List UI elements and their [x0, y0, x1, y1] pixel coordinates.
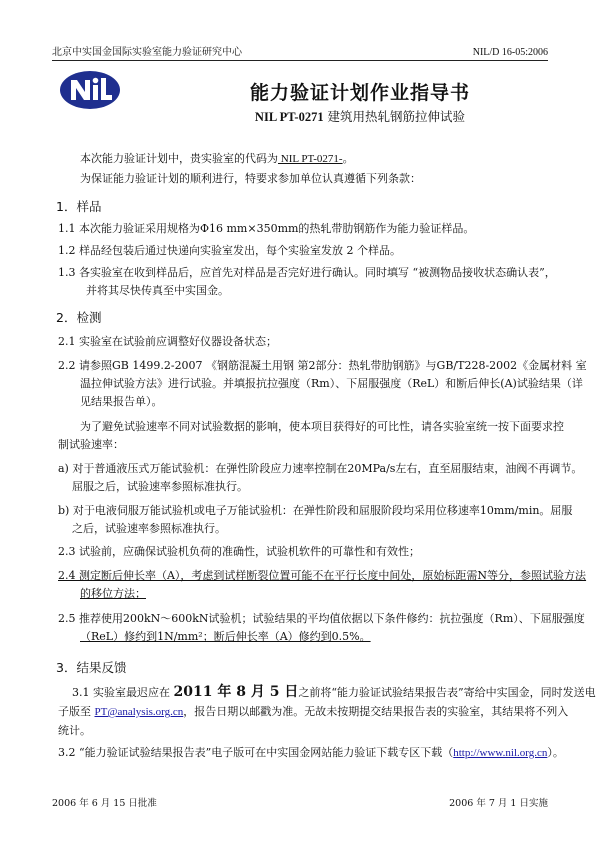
item-b-line-1: b) 对于电液伺服万能试验机或电子万能试验机：在弹性阶段和屈服阶段均采用位移速率10mm/min。屈服: [58, 504, 573, 517]
item-a-line-2: 屈服之后，试验速率参照标准执行。: [72, 480, 248, 493]
email-link[interactable]: PT@analysis.org.cn: [94, 706, 184, 718]
effective-date: 2006 年 7 月 1 日实施: [449, 798, 548, 809]
website-link[interactable]: http://www.nil.org.cn: [453, 747, 548, 759]
download-text: 3.2 “能力验证试验结果报告表”电子版可在中实国金网站能力验证下载专区下载（: [58, 746, 454, 759]
section-3-title: 3．结果反馈: [56, 660, 127, 675]
item-2-2-line-3: 见结果报告单）。: [80, 395, 163, 408]
item-3-1-line-3: 统计。: [58, 724, 91, 737]
item-1-3-line-1: 1.3 各实验室在收到样品后，应首先对样品是否完好进行确认。同时填写 “被测物品接收状态确认表”，: [58, 266, 556, 279]
email-suffix: ，报告日期以邮戳为准。无故未按期提交结果报告表的实验室，其结果将不列入: [183, 705, 569, 718]
intro-line-2: 为保证能力验证计划的顺利进行，特要求参加单位认真遵循下列条款：: [80, 172, 421, 185]
item-2-2-line-2: 温拉伸试验方法》进行试验。并填报抗拉强度（Rm）、下屈服强度（ReL）和断后伸长(A)试验结果（详: [80, 377, 583, 390]
section-2-title: 2．检测: [56, 310, 102, 325]
intro-text-end: 。: [342, 152, 354, 165]
item-1-1: 1.1 本次能力验证采用规格为Φ16 mm×350mm的热轧带肋钢筋作为能力验证样品。: [58, 222, 475, 235]
item-2-2-line-1: 2.2 请参照GB 1499.2-2007 《钢筋混凝土用钢 第2部分：热轧带肋钢筋》与GB/T228-2002《金属材料 室: [58, 359, 587, 372]
header-doc-number: NIL/D 16-05:2006: [472, 47, 548, 58]
item-b-line-2: 之后，试验速率参照标准执行。: [72, 522, 226, 535]
intro-line-1: [80, 148, 354, 170]
header-org: 北京中实国金国际实验室能力验证研究中心: [52, 47, 242, 58]
header-divider: [52, 60, 548, 61]
intro-text: 本次能力验证计划中，贵实验室的代码为: [80, 152, 278, 165]
item-2-5-line-2: （ReL）修约到1N/mm²；断后伸长率（A）修约到0.5%。: [80, 630, 371, 643]
item-1-2: 1.2 样品经包装后通过快递向实验室发出，每个实验室发放 2 个样品。: [58, 244, 401, 257]
item-2-1: 2.1 实验室在试验前应调整好仪器设备状态；: [58, 335, 277, 348]
subtitle-name: 建筑用热轧钢筋拉伸试验: [323, 109, 466, 124]
nil-logo: [58, 68, 122, 112]
item-2-5-line-1: 2.5 推荐使用200kN～600kN试验机；试验结果的平均值依据以下条件修约：抗拉强度（Rm）、下屈服强度: [58, 612, 585, 625]
lab-code: NIL PT-0271-: [278, 153, 343, 165]
item-1-3-line-2: 并将其尽快传真至中实国金。: [86, 284, 229, 297]
deadline-date: 2011 年 8 月 5 日: [173, 684, 299, 700]
speed-note-line-1: 为了避免试验速率不同对试验数据的影响，使本项目获得好的可比性，请各实验室统一按下面要求控: [80, 420, 564, 433]
email-prefix: 子版至: [58, 705, 95, 718]
item-2-4-line-1: 2.4 测定断后伸长率（A），考虑到试样断裂位置可能不在平行长度中间处，原始标距需N等分，参照试验方法: [58, 569, 587, 582]
item-3-1-line-2: [58, 701, 568, 723]
section-1-title: 1．样品: [56, 199, 102, 214]
item-a-line-1: a) 对于普通液压式万能试验机：在弹性阶段应力速率控制在20MPa/s左右，直至屈服结束，油阀不再调节。: [58, 462, 583, 475]
item-2-4-line-2: 的移位方法；: [80, 587, 146, 600]
item-3-2: [58, 742, 564, 764]
page-header: [52, 40, 548, 58]
speed-note-line-2: 制试验速率：: [58, 438, 124, 451]
approval-date: 2006 年 6 月 15 日批准: [52, 798, 157, 809]
page-title: 能力验证计划作业指导书: [249, 82, 470, 104]
subtitle-code: NIL PT-0271: [254, 110, 324, 124]
item-2-3: 2.3 试验前，应确保试验机负荷的准确性，试验机软件的可靠性和有效性；: [58, 545, 420, 558]
deadline-text: 3.1 实验室最迟应在: [72, 686, 174, 699]
deadline-text-end: 之前将“能力验证试验结果报告表”寄给中实国金，同时发送电: [298, 686, 596, 699]
page-subtitle: [160, 107, 560, 125]
page-footer: [52, 795, 548, 809]
download-text-end: ）。: [547, 746, 564, 759]
